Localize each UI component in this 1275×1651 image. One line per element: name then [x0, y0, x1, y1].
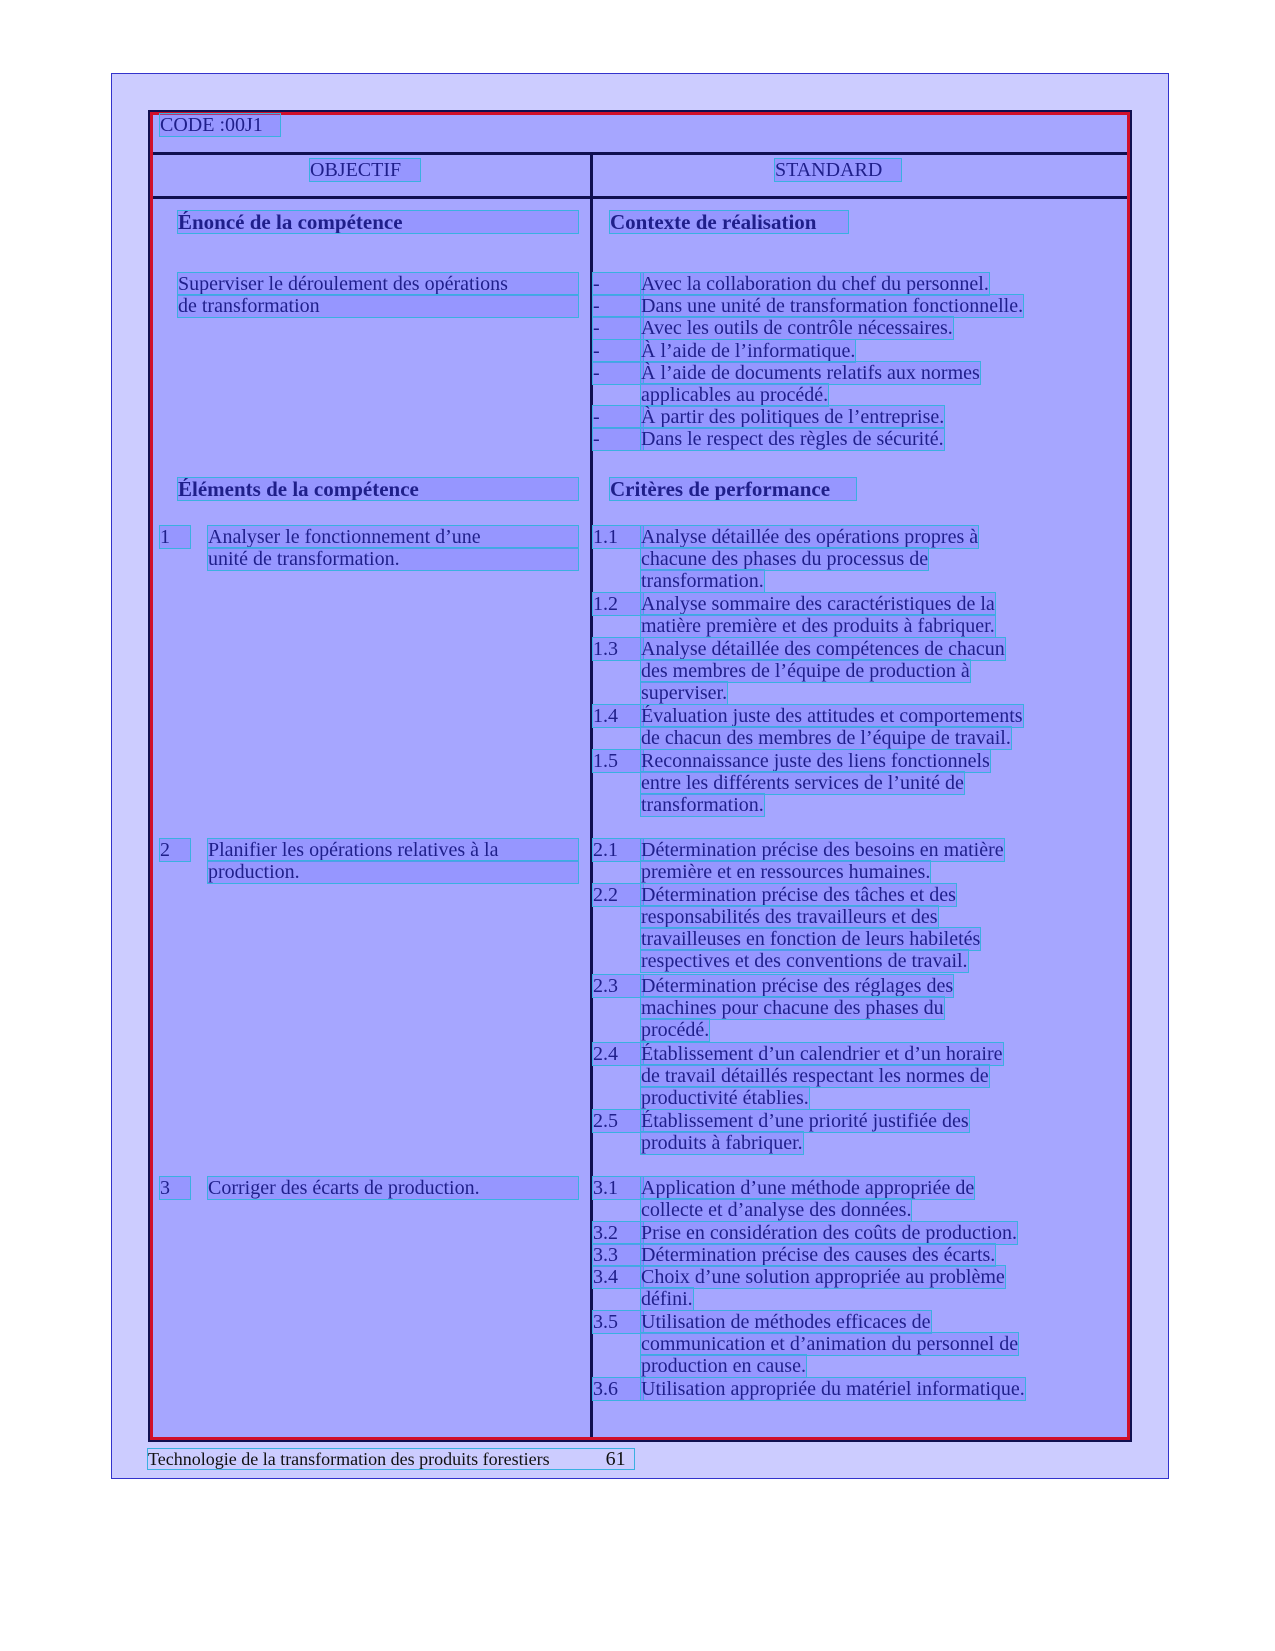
critere-line: transformation.	[641, 570, 764, 592]
contexte-bullet: -	[593, 406, 643, 428]
contexte-line: Dans le respect des règles de sécurité.	[641, 428, 944, 450]
critere-line: Utilisation de méthodes efficaces de	[641, 1311, 931, 1333]
enonce-line: Superviser le déroulement des opérations	[178, 273, 578, 295]
critere-line: de travail détaillés respectant les normes de	[641, 1065, 989, 1087]
contexte-line: Avec les outils de contrôle nécessaires.	[641, 317, 953, 339]
critere-line: Choix d’une solution appropriée au problème	[641, 1266, 1005, 1288]
critere-line: Détermination précise des besoins en matière	[641, 839, 1004, 861]
element-line: Analyser le fonctionnement d’une	[208, 526, 578, 548]
critere-line: Établissement d’un calendrier et d’un horaire	[641, 1043, 1003, 1065]
critere-number: 3.2	[593, 1222, 643, 1244]
enonce-line: de transformation	[178, 295, 578, 317]
page-number: 61	[605, 1448, 626, 1470]
critere-line: produits à fabriquer.	[641, 1132, 803, 1154]
footer	[148, 1449, 634, 1469]
critere-line: productivité établies.	[641, 1087, 809, 1109]
elements-title: Éléments de la compétence	[178, 478, 578, 500]
critere-number: 3.4	[593, 1266, 643, 1288]
objectif-header: OBJECTIF	[310, 159, 420, 181]
critere-line: des membres de l’équipe de production à	[641, 660, 970, 682]
critere-line: Évaluation juste des attitudes et comportements	[641, 705, 1023, 727]
contexte-bullet: -	[593, 273, 643, 295]
enonce-title: Énoncé de la compétence	[178, 211, 578, 233]
contexte-bullet: -	[593, 295, 643, 317]
critere-line: responsabilités des travailleurs et des	[641, 906, 938, 928]
critere-number: 3.6	[593, 1378, 643, 1400]
header-row	[153, 155, 1127, 199]
critere-number: 3.3	[593, 1244, 643, 1266]
critere-number: 1.3	[593, 638, 643, 660]
critere-line: transformation.	[641, 794, 764, 816]
element-number: 2	[160, 839, 190, 861]
critere-line: machines pour chacune des phases du	[641, 997, 944, 1019]
critere-line: Détermination précise des réglages des	[641, 975, 954, 997]
critere-number: 2.1	[593, 839, 643, 861]
contexte-bullet: -	[593, 362, 643, 384]
critere-line: collecte et d’analyse des données.	[641, 1199, 912, 1221]
critere-line: superviser.	[641, 682, 728, 704]
critere-line: Application d’une méthode appropriée de	[641, 1177, 975, 1199]
critere-line: Analyse détaillée des compétences de chacun	[641, 638, 1005, 660]
code-label: CODE :00J1	[160, 114, 280, 136]
critere-line: chacune des phases du processus de	[641, 548, 929, 570]
critere-number: 2.5	[593, 1110, 643, 1132]
element-line: unité de transformation.	[208, 548, 578, 570]
contexte-line: Avec la collaboration du chef du personnel.	[641, 273, 989, 295]
critere-line: procédé.	[641, 1019, 710, 1041]
critere-number: 1.5	[593, 750, 643, 772]
critere-line: défini.	[641, 1288, 693, 1310]
critere-number: 1.1	[593, 526, 643, 548]
element-line: Planifier les opérations relatives à la	[208, 839, 578, 861]
critere-line: matière première et des produits à fabriquer.	[641, 615, 995, 637]
contexte-title: Contexte de réalisation	[610, 211, 848, 233]
critere-line: production en cause.	[641, 1355, 806, 1377]
code-row	[153, 115, 1127, 155]
critere-line: travailleuses en fonction de leurs habiletés	[641, 928, 981, 950]
critere-line: entre les différents services de l’unité de	[641, 772, 964, 794]
critere-number: 3.1	[593, 1177, 643, 1199]
critere-number: 3.5	[593, 1311, 643, 1333]
contexte-line: À l’aide de documents relatifs aux normes	[641, 362, 980, 384]
critere-number: 2.3	[593, 975, 643, 997]
footer-title: Technologie de la transformation des produits forestiers	[148, 1449, 550, 1469]
critere-line: Analyse sommaire des caractéristiques de la	[641, 593, 995, 615]
element-line: Corriger des écarts de production.	[208, 1177, 578, 1199]
element-number: 3	[160, 1177, 190, 1199]
contexte-line: À partir des politiques de l’entreprise.	[641, 406, 945, 428]
critere-line: Détermination précise des causes des écarts.	[641, 1244, 996, 1266]
critere-number: 1.2	[593, 593, 643, 615]
critere-line: Utilisation appropriée du matériel informatique.	[641, 1378, 1025, 1400]
critere-line: respectives et des conventions de travail.	[641, 950, 968, 972]
critere-number: 2.2	[593, 884, 643, 906]
element-number: 1	[160, 526, 190, 548]
critere-number: 2.4	[593, 1043, 643, 1065]
contexte-line: Dans une unité de transformation fonctionnelle.	[641, 295, 1024, 317]
critere-line: Prise en considération des coûts de production.	[641, 1222, 1018, 1244]
contexte-line: applicables au procédé.	[641, 384, 829, 406]
element-line: production.	[208, 861, 578, 883]
critere-line: de chacun des membres de l’équipe de travail.	[641, 727, 1011, 749]
criteres-title: Critères de performance	[610, 478, 856, 500]
critere-number: 1.4	[593, 705, 643, 727]
critere-line: Établissement d’une priorité justifiée des	[641, 1110, 969, 1132]
critere-line: communication et d’animation du personnel de	[641, 1333, 1019, 1355]
contexte-bullet: -	[593, 317, 643, 339]
contexte-line: À l’aide de l’informatique.	[641, 340, 856, 362]
critere-line: Détermination précise des tâches et des	[641, 884, 956, 906]
contexte-bullet: -	[593, 340, 643, 362]
critere-line: Reconnaissance juste des liens fonctionnels	[641, 750, 990, 772]
critere-line: Analyse détaillée des opérations propres à	[641, 526, 979, 548]
critere-line: première et en ressources humaines.	[641, 861, 931, 883]
contexte-bullet: -	[593, 428, 643, 450]
standard-header: STANDARD	[775, 159, 901, 181]
